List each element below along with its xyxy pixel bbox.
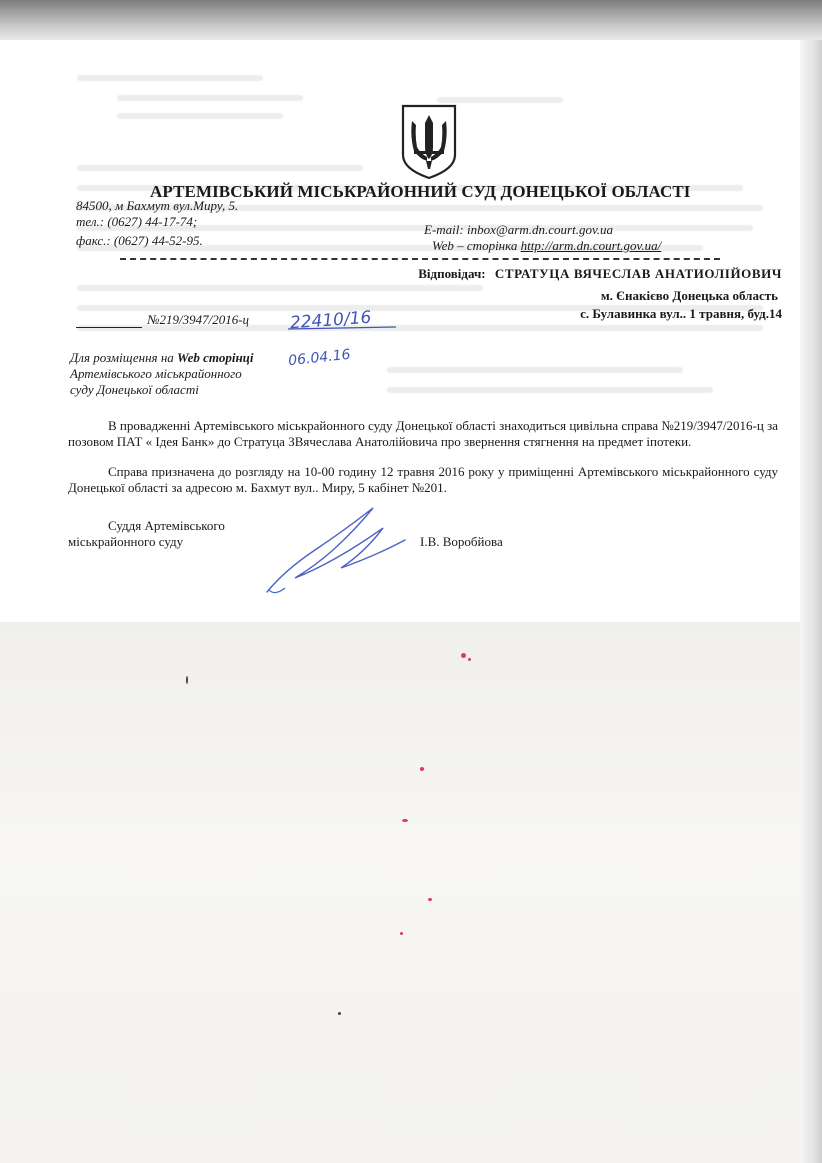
judge-title xyxy=(68,518,225,550)
respondent-name: СТРАТУЦА ВЯЧЕСЛАВ АНАТИОЛІЙОВИЧ xyxy=(494,266,782,281)
court-phone: тел.: (0627) 44-17-74; xyxy=(76,214,198,229)
case-number-line xyxy=(76,312,249,328)
web-placement-note xyxy=(70,350,254,398)
web-url-link[interactable]: http://arm.dn.court.gov.ua/ xyxy=(520,238,662,253)
notice-paragraph-1: В провадженні Артемівського міськрайонного суду Донецької області знаходиться цивільна справа №219/3947/2016-ц за позовом ПАТ « Ідея Банк» до Стратуца ЗВячеслава Анатолійовича про звернення стягнення на предмет іпотеки. xyxy=(68,418,778,449)
blank-lower-area xyxy=(0,622,822,1163)
handwritten-date-text: 06.04.16 xyxy=(288,346,352,370)
dust-dot xyxy=(186,676,188,684)
court-email: E-mail: inbox@arm.dn.court.gov.ua xyxy=(424,222,613,237)
court-fax: факс.: (0627) 44-52-95. xyxy=(76,233,203,248)
web-note-line2: Артемівського міськрайонного xyxy=(70,366,242,381)
case-number: №219/3947/2016-ц xyxy=(147,312,250,327)
judge-title-line1: Суддя Артемівського xyxy=(108,518,225,533)
web-label: Web – сторінка xyxy=(432,238,518,253)
court-name-heading: АРТЕМІВСЬКИЙ МІСЬКРАЙОННИЙ СУД ДОНЕЦЬКОЇ ОБЛАСТІ xyxy=(150,182,691,201)
handwritten-reference xyxy=(288,303,398,337)
judge-name: І.В. Воробйова xyxy=(420,534,503,549)
coat-of-arms-icon xyxy=(400,103,458,181)
respondent-city: м. Єнакієво Донецька область xyxy=(600,288,778,303)
respondent-label: Відповідач: xyxy=(418,266,486,281)
scan-top-edge xyxy=(0,0,822,40)
respondent-line xyxy=(418,266,782,282)
web-note-prefix: Для розміщення на xyxy=(70,350,174,365)
web-note-suffix: сторінці xyxy=(203,350,254,365)
ink-speck xyxy=(461,653,466,658)
ink-speck xyxy=(402,819,408,822)
ink-speck xyxy=(428,898,432,901)
court-address: 84500, м Бахмут вул.Миру, 5. xyxy=(76,198,239,213)
case-blank-underline xyxy=(76,315,142,328)
web-note-line3: суду Донецької області xyxy=(70,382,199,397)
notice-paragraph-2: Справа призначена до розгляду на 10-00 годину 12 травня 2016 року у приміщенні Артемівського міськрайонного суду Донецької області за адресою м. Бахмут вул.. Миру, 5 кабінет №201. xyxy=(68,464,778,495)
ink-speck xyxy=(420,767,424,771)
dust-dot xyxy=(338,1012,341,1015)
court-web xyxy=(432,238,661,254)
ink-speck xyxy=(468,658,471,661)
notice-body xyxy=(68,418,778,496)
web-note-web: Web xyxy=(177,350,200,365)
judge-title-line2: міськрайонного суду xyxy=(68,534,184,549)
header-separator xyxy=(120,258,720,260)
scan-right-edge xyxy=(800,40,822,1163)
handwritten-date xyxy=(288,340,398,370)
respondent-street: с. Булавинка вул.. 1 травня, буд.14 xyxy=(580,306,782,321)
ink-speck xyxy=(400,932,403,935)
judge-signature-icon xyxy=(255,500,415,600)
handwritten-reference-text: 22410/16 xyxy=(289,307,372,334)
